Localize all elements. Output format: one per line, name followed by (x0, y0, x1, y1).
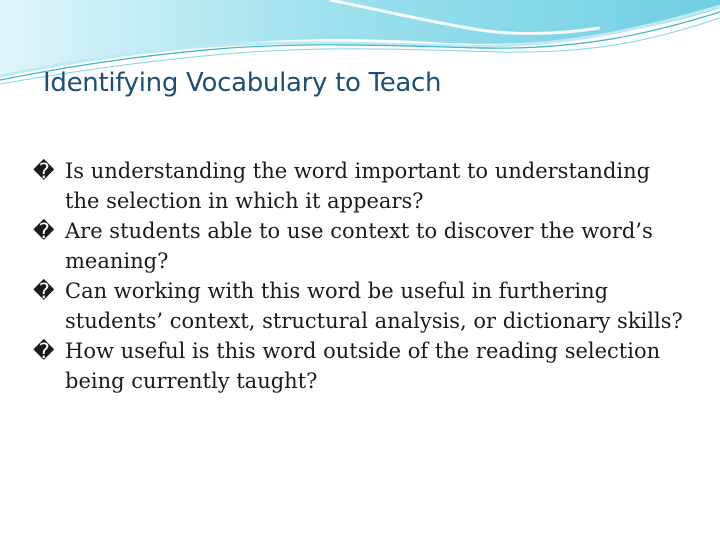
bullet-marker-icon: � (33, 339, 55, 363)
bullet-item (33, 276, 683, 336)
bullet-marker-icon: � (33, 219, 55, 243)
slide-title: Identifying Vocabulary to Teach (43, 68, 442, 98)
bullet-marker-icon: � (33, 159, 55, 183)
bullet-item (33, 216, 683, 276)
bullet-item (33, 156, 683, 216)
bullet-item (33, 336, 683, 396)
bullet-text: Can working with this word be useful in furthering students’ context, structural analysis, or dictionary skills? (65, 279, 683, 333)
bullet-text: How useful is this word outside of the reading selection being currently taught? (65, 339, 661, 393)
bullet-marker-icon: � (33, 279, 55, 303)
bullet-text: Are students able to use context to discover the word’s meaning? (65, 219, 653, 273)
bullet-text: Is understanding the word important to understanding the selection in which it appears? (65, 159, 651, 213)
bullet-list (33, 156, 683, 396)
